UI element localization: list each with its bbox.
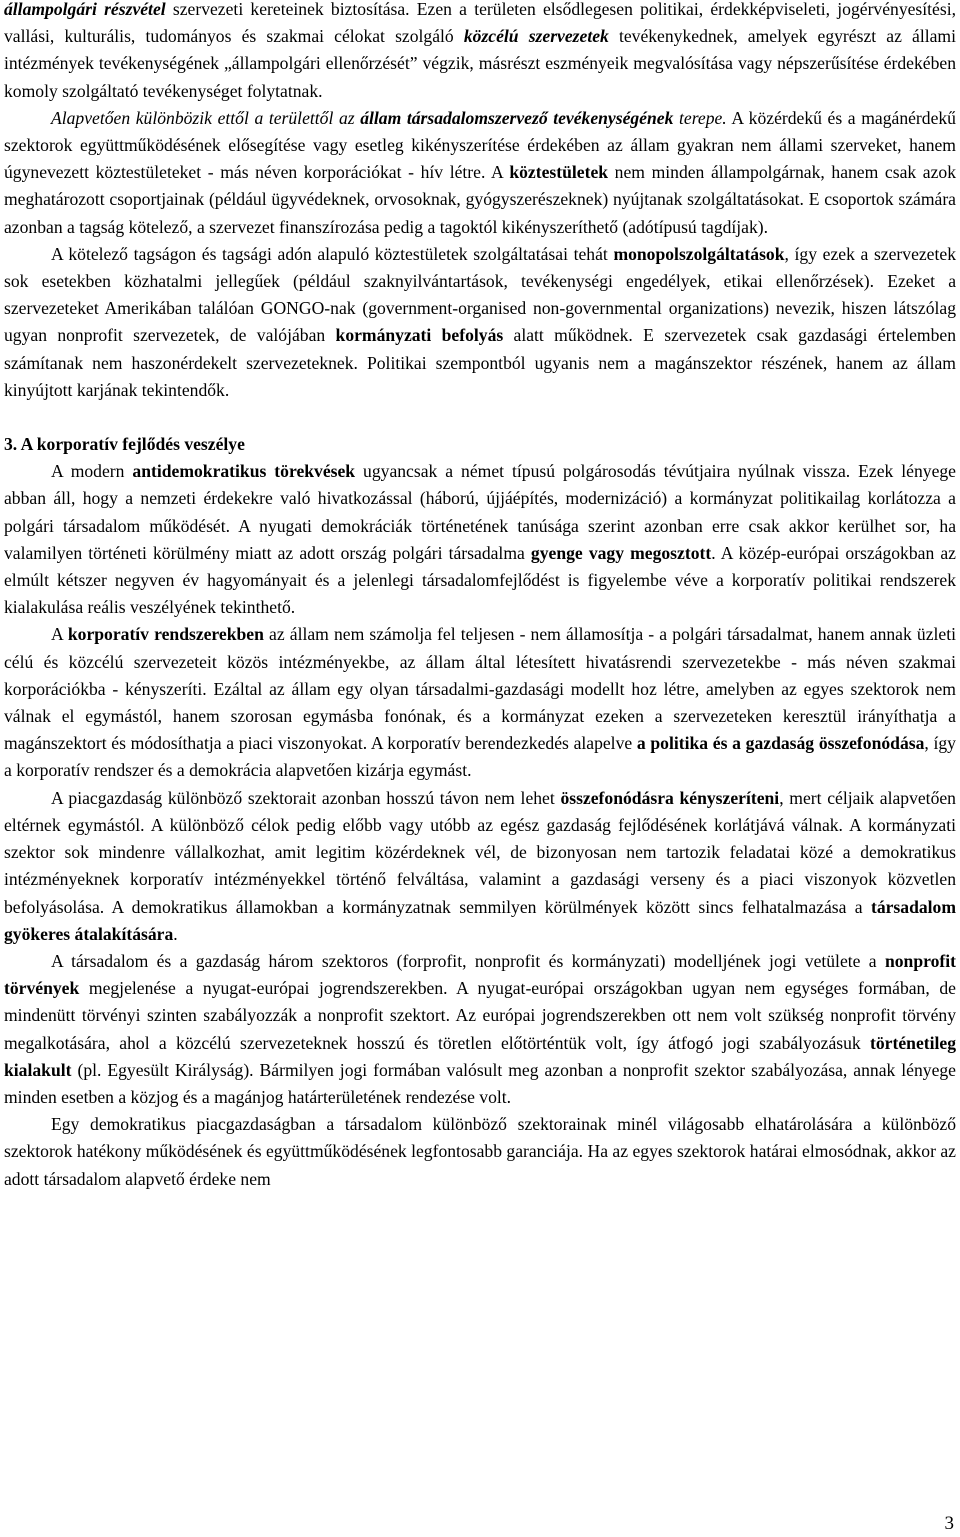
paragraph (4, 458, 956, 621)
text-run: A (51, 624, 68, 645)
paragraph (4, 241, 956, 404)
text-run: A modern (51, 461, 133, 482)
text-run: (pl. Egyesült Királyság). Bármilyen jogi formában valósult meg azonban a nonprofit szektor szabályozása, annak lényege minden esetben a közjog és a magánjog határterületének rendezése volt. (4, 1059, 956, 1107)
text-run: , így a korporatív rendszer és a demokrácia alapvetően kizárja egymást. (4, 733, 956, 781)
section-heading: 3. A korporatív fejlődés veszélye (4, 434, 245, 455)
text-run: terepe. (673, 107, 727, 128)
text-run: ugyancsak a német típusú polgárosodás tévútjaira nyúlnak vissza. Ezek lényege abban áll, hogy a nemzeti érdekekre való hivatkozással (háború, újjáépítés, modernizáció) a kormányzat politikailag korlátozza a polgári társadalom működését. A nyugati demokráciák történetének tanúsága szerint azonban erre csak akkor kerülhet sor, ha valamilyen történeti körülmény miatt az adott ország polgári társadalma (4, 461, 956, 563)
emphasis-text: állampolgári részvétel (4, 0, 166, 19)
emphasis-text: kormányzati befolyás (335, 325, 504, 346)
emphasis-text: összefonódásra kényszeríteni (560, 787, 780, 808)
text-run: Egy demokratikus piacgazdaságban a társadalom különböző szektorainak minél világosabb elhatárolására a különböző szektorok hatékony működésének és együttműködésének legfontosabb garanciája. Ha az egyes szektorok határai elmosódnak, akkor az adott társadalom alapvető érdeke nem (4, 1114, 956, 1189)
paragraph (4, 0, 956, 105)
paragraph (4, 1111, 956, 1193)
paragraph-spacer (4, 404, 956, 431)
text-run: tevékenykednek, amelyek egyrészt az állami intézmények tevékenységének „állampolgári ellenőrzését” végzik, másrészt eszményeik megvalósítása vagy népszerűsítése érdekében komoly szolgáltató tevékenységet folytatnak. (4, 26, 956, 101)
emphasis-text: nonprofit törvények (4, 950, 956, 999)
emphasis-text: köztestületek (509, 162, 609, 183)
body-text-section (4, 0, 956, 404)
text-run: alatt működnek. E szervezetek csak gazdasági értelemben számítanak nem haszonérdekelt szervezeteknek. Politikai szempontból ugyanis nem a magánszektor részének, hanem az állam kinyújtott karjának tekintendők. (4, 325, 956, 400)
text-run: . (173, 923, 178, 944)
page-number: 3 (944, 1513, 954, 1534)
emphasis-text: állam társadalomszervező tevékenységének (360, 107, 674, 128)
text-run: szervezeti kereteinek biztosítása. Ezen a területen elsődlegesen politikai, érdekképviseleti, jogérvényesítési, vallási, kulturális, tudományos és szakmai célokat szolgáló (4, 0, 956, 47)
text-run: A kötelező tagságon és tagsági adón alapuló köztestületek szolgáltatásai tehát (51, 243, 614, 264)
text-run: nem minden állampolgárnak, hanem csak azok meghatározott csoportjainak (például ügyvédeknek, orvosoknak, gyógyszerészeknek) nyújtanak szolgáltatásokat. E csoportok számára azonban a tagság kötelező, a szervezet finanszírozása pedig a tagoktól kikényszeríthető (adótípusú tagdíjak). (4, 162, 956, 237)
emphasis-text: korporatív rendszerekben (67, 624, 264, 645)
text-run: A társadalom és a gazdaság három szektoros (forprofit, nonprofit és kormányzati) modelljének jogi vetülete a (51, 950, 885, 971)
paragraph (4, 785, 956, 948)
paragraph (4, 105, 956, 241)
text-run: A közérdekű és a magánérdekű szektorok együttműködésének elősegítése vagy esetleg kikényszerítése érdekében az állam gyakran nem állami szerveket, hanem úgynevezett köztestületeket - más néven korporációkat - hív létre. A (4, 107, 956, 183)
text-run: az állam nem számolja fel teljesen - nem államosítja - a polgári társadalmat, hanem annak üzleti célú és közcélú szervezeteit közös intézményekbe, az állam által létesített hivatásrendi szervezetekbe - más néven szakmai korporációkba - kényszeríti. Ezáltal az állam egy olyan társadalmi-gazdasági modellt hoz létre, amelyben az egyes szektorok nem válnak el egymástól, hanem szorosan egymásba fonónak, és a kormányzat ezeken a szervezeteken keresztül irányíthatja a magánszektort és módosíthatja a piaci viszonyokat. A korporatív berendezkedés alapelve (4, 624, 956, 754)
emphasis-text: monopolszolgáltatások (613, 243, 785, 264)
emphasis-text: antidemokratikus törekvések (132, 461, 356, 482)
emphasis-text: gyenge vagy megosztott (530, 542, 712, 563)
document-page (4, 0, 956, 1193)
paragraph (4, 621, 956, 784)
paragraph (4, 948, 956, 1111)
section-body (4, 458, 956, 1192)
text-run: megjelenése a nyugat-európai jogrendszerekben. A nyugat-európai országokban ugyan nem egységes formában, de mindenütt törvényi szinten szabályozzák a nonprofit szektort. Az európai jogrendszerekben ott nem volt szükség nonprofit törvény megalkotására, ahol a közcélú szervezeteknek hosszú és töretlen előtörténtük volt, így átfogó jogi szabályozásuk (4, 978, 956, 1053)
text-run: , így ezek a szervezetek sok esetekben közhatalmi jellegűek (például szaknyilvántartások, tevékenységi engedélyek, etikai ellenőrzések). Ezeket a szervezeteket Amerikában találóan GONGO-nak (government-organised non-governmental organizations) nevezik, hiszen látszólag ugyan nonprofit szervezetek, de valójában (4, 243, 956, 346)
text-run: , mert céljaik alapvetően eltérnek egymástól. A különböző célok pedig előbb vagy utóbb az egész gazdaság fejlődésének korlátjává válnak. A kormányzati szektor sok mindenre vállalkozhat, amit legitim közérdeknek vél, de bizonyosan nem tartozik feladatai közé a demokratikus intézményeknek korporatív intézményekkel történő felváltása, valamint a gazdasági verseny és a piaci viszonyok közvetlen befolyásolása. A demokratikus államokban a kormányzatnak semmilyen körülmények között sincs felhatalmazása a (4, 787, 956, 917)
text-run: . A közép-európai országokban az elmúlt kétszer negyven év hagyományait és a jelenlegi társadalomfejlődést is figyelembe véve a korporatív politikai rendszerek kialakulása reális veszélyének tekinthető. (4, 542, 956, 618)
text-run: Alapvetően különbözik ettől a területtől az (51, 107, 361, 128)
text-run: A piacgazdaság különböző szektorait azonban hosszú távon nem lehet (51, 787, 561, 808)
emphasis-text: közcélú szervezetek (463, 26, 609, 47)
emphasis-text: történetileg kialakult (4, 1032, 956, 1080)
emphasis-text: a politika és a gazdaság összefonódása (636, 733, 925, 754)
emphasis-text: társadalom gyökeres átalakítására (4, 896, 956, 944)
